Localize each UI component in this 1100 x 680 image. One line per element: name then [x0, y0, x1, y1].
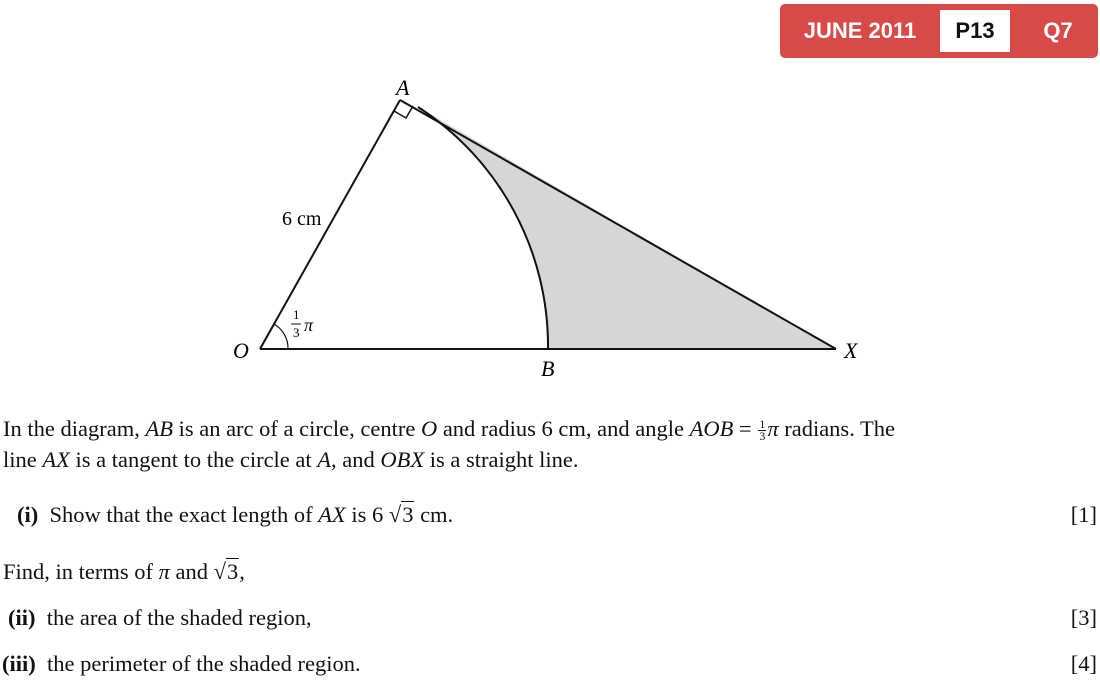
angle-pi: π: [304, 315, 314, 335]
intro-OBX: OBX: [380, 447, 425, 472]
part-iii-marks: [4]: [1070, 651, 1097, 676]
part-iii-text: the perimeter of the shaded region.: [47, 651, 361, 676]
intro-fraction: [758, 419, 766, 442]
radicand: 3: [227, 559, 239, 584]
part-ii: [8, 603, 312, 633]
find-text: ,: [239, 559, 245, 584]
part-ii-number: (ii): [8, 605, 36, 630]
find-pi: π: [158, 559, 170, 584]
root-symbol: √: [388, 502, 402, 527]
angle-numerator: 1: [293, 307, 300, 322]
badge-session: JUNE 2011: [803, 18, 917, 43]
part-i-text: is 6: [345, 502, 384, 527]
part-i-number: (i): [17, 502, 39, 527]
part-i-sqrt: [389, 500, 415, 530]
part-i-marks: [1]: [1070, 502, 1097, 527]
part-i-text: Show that the exact length of: [49, 502, 319, 527]
find-line: [3, 557, 245, 587]
root-symbol: √: [213, 559, 227, 584]
fraction-denominator: 3: [759, 429, 766, 444]
find-sqrt: [214, 557, 240, 587]
part-iii-number: (iii): [2, 651, 36, 676]
badge-paper: P13: [940, 10, 1010, 52]
intro-text: In the diagram,: [3, 416, 146, 441]
intro-text: is a straight line.: [424, 447, 579, 472]
label-B: B: [541, 356, 555, 381]
angle-denominator: 3: [293, 325, 300, 340]
part-i: [17, 500, 453, 530]
intro-line-2: [3, 445, 579, 475]
intro-line-1: [3, 414, 895, 444]
angle-arc-O: [274, 324, 288, 349]
intro-text: radians. The: [778, 416, 896, 441]
radicand: 3: [402, 502, 414, 527]
part-ii-marks: [3]: [1070, 605, 1097, 630]
intro-pi: π: [767, 416, 779, 441]
part-i-text: cm.: [414, 502, 454, 527]
intro-text: line: [3, 447, 43, 472]
label-side-length: 6 cm: [282, 208, 322, 230]
intro-text: is a tangent to the circle at: [69, 447, 318, 472]
line-OA: [260, 100, 400, 349]
intro-AOB: AOB: [689, 416, 734, 441]
label-A: A: [396, 75, 410, 100]
intro-O: O: [420, 416, 438, 441]
find-text: Find, in terms of: [3, 559, 159, 584]
right-angle-marker: [394, 106, 413, 118]
part-ii-text: the area of the shaded region,: [46, 605, 312, 630]
intro-text: is an arc of a circle, centre: [172, 416, 421, 441]
find-text: and: [169, 559, 214, 584]
intro-text: =: [733, 416, 758, 441]
part-i-AX: AX: [318, 502, 346, 527]
intro-AX: AX: [42, 447, 70, 472]
label-X: X: [844, 338, 858, 363]
intro-AB: AB: [145, 416, 173, 441]
intro-text: and radius 6 cm, and angle: [437, 416, 690, 441]
part-iii: [2, 649, 361, 679]
label-O: O: [233, 338, 249, 363]
intro-text: , and: [331, 447, 381, 472]
fraction-numerator: 1: [759, 417, 766, 432]
badge-question: Q7: [1043, 18, 1073, 43]
intro-A: A: [317, 447, 332, 472]
